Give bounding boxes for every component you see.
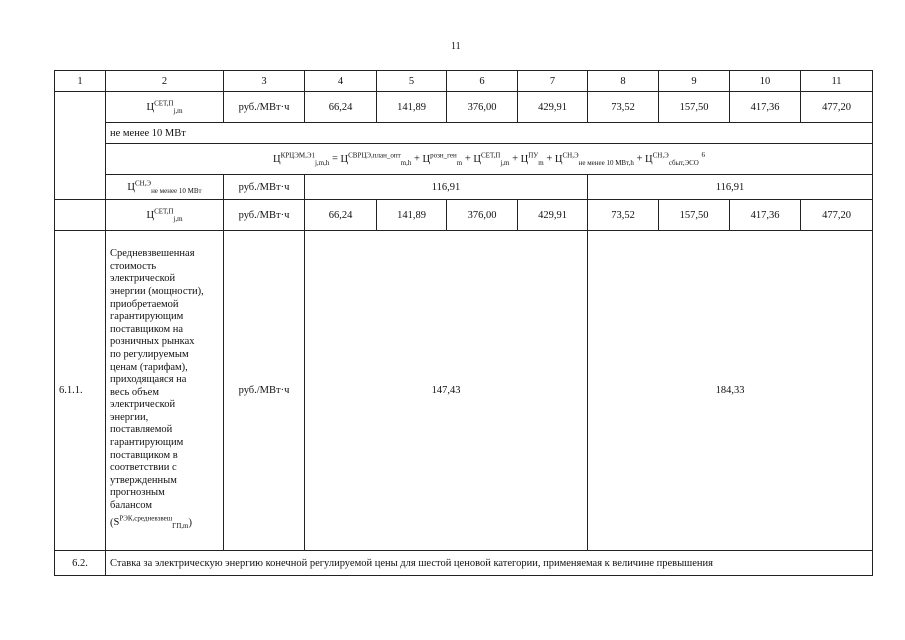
value-cell: 429,91 — [518, 92, 588, 123]
description-line: розничных рынках — [110, 336, 195, 348]
table-row — [55, 123, 873, 144]
value-cell: 66,24 — [305, 92, 377, 123]
description-line: утвержденным — [110, 474, 177, 486]
description-line: электрической — [110, 399, 176, 411]
table-row — [55, 144, 873, 175]
header-cell: 2 — [106, 71, 224, 92]
unit-cell: руб./МВт·ч — [224, 92, 305, 123]
formula-cell: $Ц^{КРЦЭМ,Э1}_{j,m,h} = Ц^{СВРЦЭ,план\_опт}_{m,h} + Ц^{розн\_ген}_m + Ц^{СЕТ,П}_{j,m} + Ц^{ПУ}_m + Ц^{СН,Э}_{не менее 10 МВт,h} + Ц^{СН,Э}_{сбыт,ЭСО}$ $^6$ — [106, 144, 873, 175]
formula-sub: j,m,h — [314, 158, 330, 167]
table-row — [55, 92, 873, 123]
description-line: гарантирующим — [110, 437, 184, 449]
description-line: приходящаяся на — [110, 374, 187, 386]
formula-base: S — [113, 517, 120, 529]
description-line: электрической — [110, 273, 176, 285]
formula-sub: сбыт,ЭСО — [668, 158, 699, 167]
item-description — [106, 231, 224, 551]
description-line: приобретаемой — [110, 298, 179, 310]
header-cell: 9 — [659, 71, 730, 92]
header-cell: 8 — [588, 71, 659, 92]
empty-number-cell — [55, 200, 106, 231]
tariff-table — [54, 70, 873, 576]
formula-sub: m — [538, 158, 544, 167]
empty-number-cell — [55, 92, 106, 200]
formula-sup: СН,Э — [652, 151, 669, 160]
symbol-sup: СЕТ,П — [154, 99, 174, 108]
value-cell: 141,89 — [377, 92, 447, 123]
description-line: по регулируемым — [110, 348, 189, 360]
value-cell: 417,36 — [730, 200, 801, 231]
value-cell: 73,52 — [588, 92, 659, 123]
description-line: весь объем — [110, 386, 159, 398]
value-cell: 141,89 — [377, 200, 447, 231]
header-cell: 5 — [377, 71, 447, 92]
header-cell: 3 — [224, 71, 305, 92]
formula-sub: j,m — [500, 158, 510, 167]
value-cell: 429,91 — [518, 200, 588, 231]
symbol-base: Ц — [146, 101, 155, 113]
formula-sup: СН,Э — [562, 151, 579, 160]
header-cell: 6 — [447, 71, 518, 92]
merged-value-cell: 116,91 — [305, 175, 588, 200]
value-cell: 66,24 — [305, 200, 377, 231]
table-row — [55, 175, 873, 200]
formula-sup: РЭК,средневзвеш — [119, 514, 173, 523]
footnote-mark: 6 — [701, 151, 705, 160]
item-number: 6.2. — [55, 551, 106, 576]
description-line: стоимость — [110, 260, 157, 272]
description-line: поставляемой — [110, 424, 173, 436]
header-row — [55, 71, 873, 92]
symbol-sup: СН,Э — [134, 179, 152, 188]
symbol-cell: $Ц^{СЕТ,П}_{j,m}$ — [106, 200, 224, 231]
formula-sup: СВРЦЭ,план_опт — [348, 151, 401, 160]
description-formula: $(S^{РЭК,средневзвеш}_{ГП,m})$ — [110, 514, 192, 531]
value-cell: 477,20 — [801, 200, 873, 231]
description-line: соответствии с — [110, 462, 177, 474]
description-line: Средневзвешенная — [110, 248, 195, 260]
header-cell: 1 — [55, 71, 106, 92]
section-label: не менее 10 МВт — [106, 123, 873, 144]
description-line: поставщиком в — [110, 449, 178, 461]
formula-sub: ГП,m — [172, 522, 189, 531]
formula-sub: m — [456, 158, 463, 167]
value-cell: 157,50 — [659, 200, 730, 231]
value-cell: 73,52 — [588, 200, 659, 231]
merged-value-cell: 184,33 — [588, 231, 873, 551]
header-cell: 11 — [801, 71, 873, 92]
value-cell: 417,36 — [730, 92, 801, 123]
table-row — [55, 231, 873, 551]
value-cell: 157,50 — [659, 92, 730, 123]
merged-value-cell: 147,43 — [305, 231, 588, 551]
header-cell: 10 — [730, 71, 801, 92]
table-row — [55, 200, 873, 231]
symbol-sub: j,m — [173, 106, 183, 115]
description-line: ценам (тарифам), — [110, 361, 188, 373]
unit-cell: руб./МВт·ч — [224, 200, 305, 231]
unit-cell: руб./МВт·ч — [224, 175, 305, 200]
value-cell: 376,00 — [447, 200, 518, 231]
formula-sub: m,h — [400, 158, 412, 167]
description-line: поставщиком на — [110, 323, 183, 335]
symbol-cell — [106, 92, 224, 123]
description-line: гарантирующим — [110, 311, 184, 323]
symbol-cell: $Ц^{СН,Э}_{не менее 10 МВт}$ — [106, 175, 224, 200]
table-row — [55, 551, 873, 576]
description-line: прогнозным — [110, 487, 165, 499]
header-cell: 7 — [518, 71, 588, 92]
value-cell: 376,00 — [447, 92, 518, 123]
description-line: энергии (мощности), — [110, 285, 204, 297]
item-description: Ставка за электрическую энергию конечной регулируемой цены для шестой ценовой категории, применяемая к величине превышения — [106, 551, 873, 576]
symbol-sub: не менее 10 МВт — [151, 186, 202, 195]
item-number: 6.1.1. — [55, 231, 106, 551]
formula-sup: СЕТ,П — [481, 151, 501, 160]
formula-sup: ПУ — [528, 151, 539, 160]
formula-sup: КРЦЭМ,Э1 — [280, 151, 315, 160]
description-line: балансом — [110, 500, 152, 512]
symbol-sub: j,m — [173, 214, 183, 223]
header-cell: 4 — [305, 71, 377, 92]
symbol-sup: СЕТ,П — [154, 207, 174, 216]
value-cell: 477,20 — [801, 92, 873, 123]
merged-value-cell: 116,91 — [588, 175, 873, 200]
unit-cell: руб./МВт·ч — [224, 231, 305, 551]
description-line: энергии, — [110, 411, 149, 423]
formula-sub: не менее 10 МВт,h — [578, 158, 634, 167]
page-number: 11 — [451, 41, 461, 52]
formula-sup: розн_ген — [430, 151, 457, 160]
